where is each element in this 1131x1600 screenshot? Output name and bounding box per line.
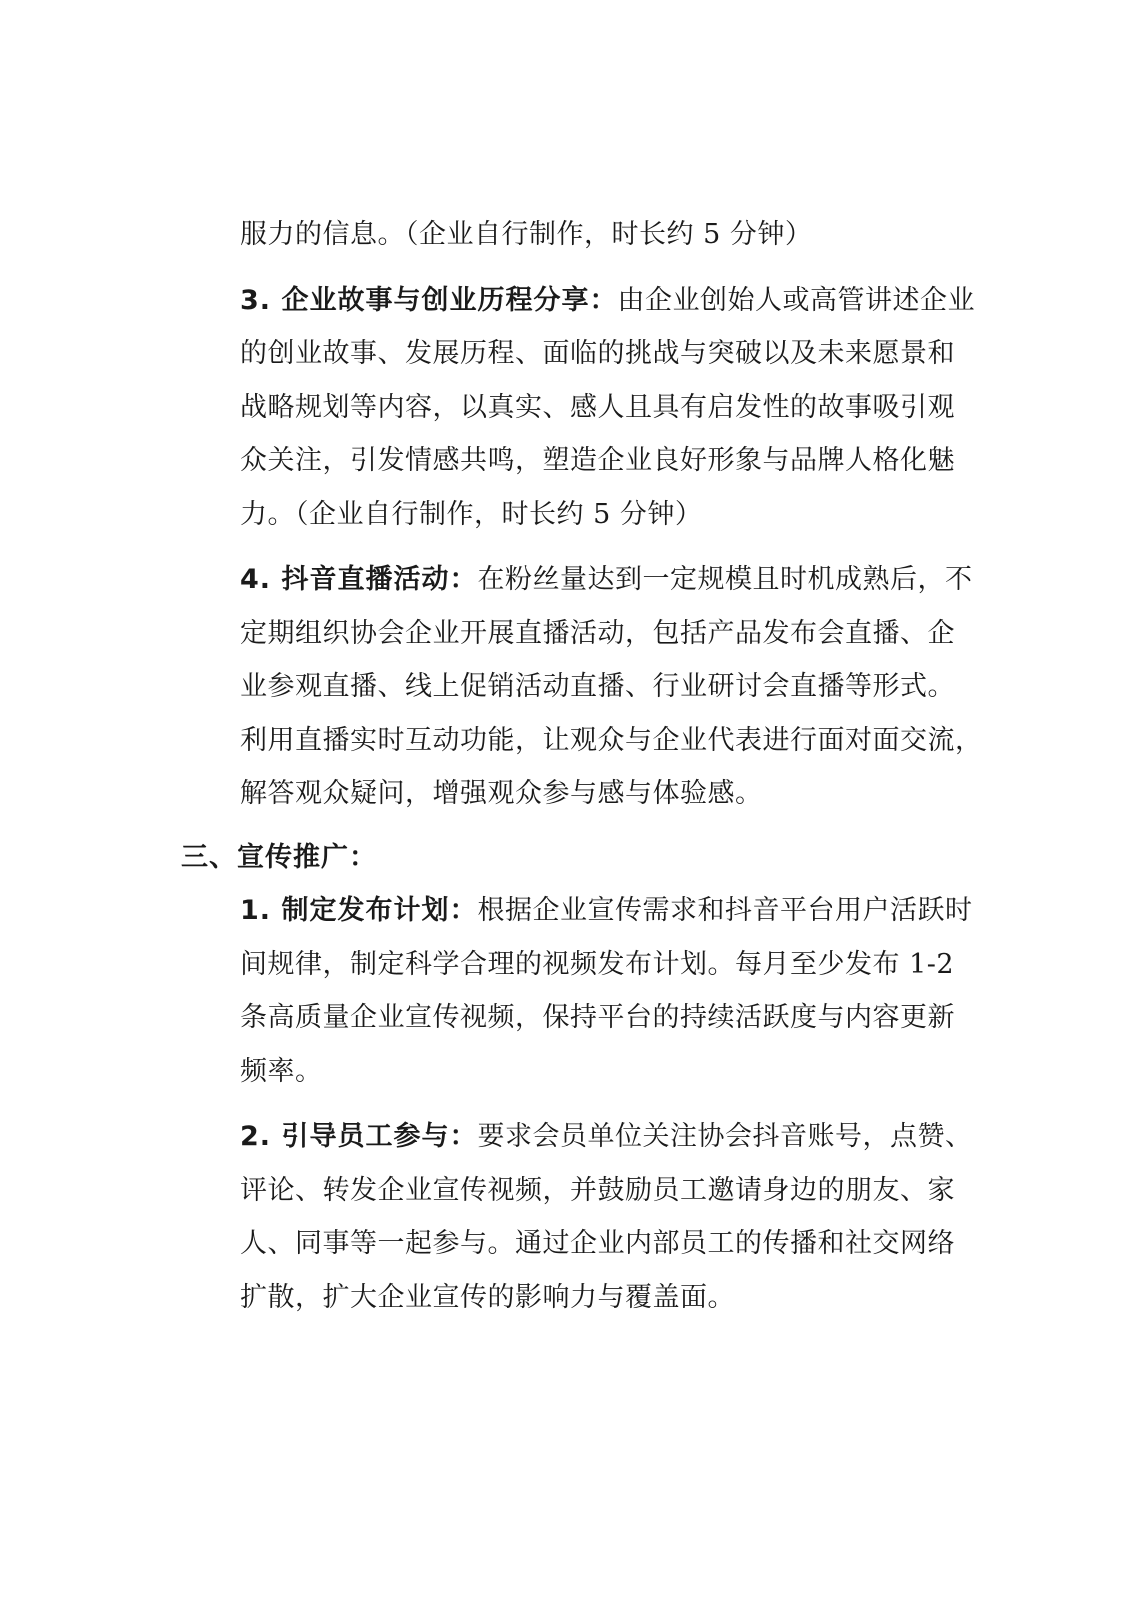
promo-2-first-line [240, 1110, 1000, 1164]
promo-1-line: 条高质量企业宣传视频，保持平台的持续活跃度与内容更新 [240, 1002, 955, 1033]
item-3-lead: 3. 企业故事与创业历程分享： [240, 284, 618, 316]
promo-2-lead: 2. 引导员工参与： [240, 1121, 478, 1152]
item-4-lead: 4. 抖音直播活动： [240, 564, 478, 595]
item-4-line: 利用直播实时互动功能，让观众与企业代表进行面对面交流， [240, 724, 983, 756]
promo-2-paragraph [240, 1110, 1000, 1324]
item-3-line: 的创业故事、发展历程、面临的挑战与突破以及未来愿景和 [240, 338, 955, 369]
promo-1-first-line [240, 884, 1000, 938]
promo-2-line: 人、同事等一起参与。通过企业内部员工的传播和社交网络 [240, 1228, 955, 1259]
item-3-line: 力。（企业自行制作，时长约 5 分钟） [240, 498, 703, 530]
promo-2-line: 扩散，扩大企业宣传的影响力与覆盖面。 [240, 1281, 735, 1313]
promo-1-lead: 1. 制定发布计划： [240, 895, 478, 926]
item-3-first-line [240, 274, 1000, 328]
promo-1-line: 频率。 [240, 1055, 323, 1087]
promo-2-line: 评论、转发企业宣传视频，并鼓励员工邀请身边的朋友、家 [240, 1174, 955, 1206]
item-3-line: 战略规划等内容，以真实、感人且具有启发性的故事吸引观 [240, 391, 955, 423]
item-3-line: 众关注，引发情感共鸣，塑造企业良好形象与品牌人格化魅 [240, 445, 955, 476]
section-3-heading: 三、宣传推广： [181, 841, 377, 873]
item-4-line: 定期组织协会企业开展直播活动，包括产品发布会直播、企 [240, 617, 955, 649]
item-4-text: 在粉丝量达到一定规模且时机成熟后，不 [477, 564, 973, 595]
item-3-text: 由企业创始人或高管讲述企业 [617, 284, 975, 316]
item-3-paragraph [240, 274, 1000, 542]
document-body [0, 208, 1131, 1324]
promo-1-line: 间规律，制定科学合理的视频发布计划。每月至少发布 1-2 [240, 948, 955, 980]
promo-1-paragraph [240, 884, 1000, 1098]
item-4-paragraph [240, 553, 1000, 821]
continuation-line: 服力的信息。（企业自行制作，时长约 5 分钟） [240, 219, 813, 250]
promo-1-text: 根据企业宣传需求和抖音平台用户活跃时 [477, 895, 973, 926]
item-4-line: 解答观众疑问，增强观众参与感与体验感。 [240, 778, 763, 809]
continuation-paragraph [240, 208, 1000, 262]
promo-2-text: 要求会员单位关注协会抖音账号，点赞、 [477, 1121, 973, 1152]
item-4-line: 业参观直播、线上促销活动直播、行业研讨会直播等形式。 [240, 671, 955, 702]
item-4-first-line [240, 553, 1000, 607]
